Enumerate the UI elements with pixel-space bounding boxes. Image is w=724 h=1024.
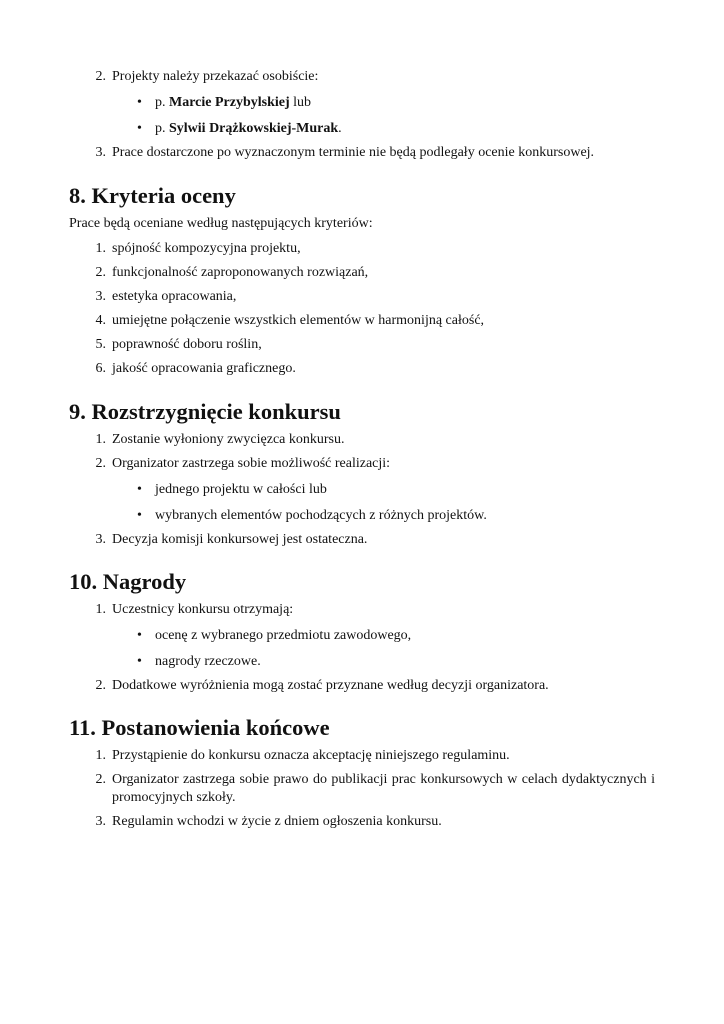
section-intro: Prace będą oceniane według następujących kryteriów: [69,216,373,231]
bullet-icon: • [137,654,142,669]
bullet-icon: • [137,95,142,110]
bullet-icon: • [137,482,142,497]
person-name: Sylwii Drążkowskiej-Murak [169,121,339,136]
list-item-text: Organizator zastrzega sobie prawo do publikacji prac konkursowych w celach dydaktycznych i promocyjnych szkoły. [112,772,655,805]
bullet-icon: • [137,628,142,643]
section-heading: 8. Kryteria oceny [69,183,236,208]
document-page: 2. Projekty należy przekazać osobiście: • p. Marcie Przybylskiej lub • p. Sylwii Drążkowskiej-Murak. 3. Prace dostarczone po wyznaczonym terminie nie będą podlegały ocenie konkursowej. 8. Kryteria oceny Prace będą oceniane według następujących kryteriów: 1. spójność kompozycyjna projektu, 2. funkcjonalność zaproponowanych rozwiązań, 3. estetyka opracowania, 4. umiejętne połączenie wszystkich elementów w harmonijną całość, 5. poprawność doboru roślin, 6. jakość opracowania graficznego. 9. Rozstrzygnięcie konkursu 1. Zostanie wyłoniony zwycięzca konkursu. 2. Organizator zastrzega sobie możliwość realizacji: • jednego projektu w całości lub • wybranych elementów pochodzących z różnych projektów. 3. Decyzja komisji konkursowej jest ostateczna. 10. Nagrody 1. Uczestnicy konkursu otrzymają: • ocenę z wybranego przedmiotu zawodowego, • nagrody rzeczowe. 2. Dodatkowe wyróżnienia mogą zostać przyznane według decyzji organizatora. 11. Postanowienia końcowe 1. Przystąpienie do konkursu oznacza akceptację niniejszego regulaminu. 2. Organizator zastrzega sobie prawo do publikacji prac konkursowych w celach dydaktycznych i promocyjnych szkoły. 3. Regulamin wchodzi w życie z dniem ogłoszenia konkursu. [69,69,655,829]
person-name: Marcie Przybylskiej [169,95,290,110]
section-heading: 10. Nagrody [69,569,187,594]
section-heading: 9. Rozstrzygnięcie konkursu [69,399,341,424]
section-heading: 11. Postanowienia końcowe [69,715,330,740]
bullet-icon: • [137,121,142,136]
bullet-icon: • [137,508,142,523]
